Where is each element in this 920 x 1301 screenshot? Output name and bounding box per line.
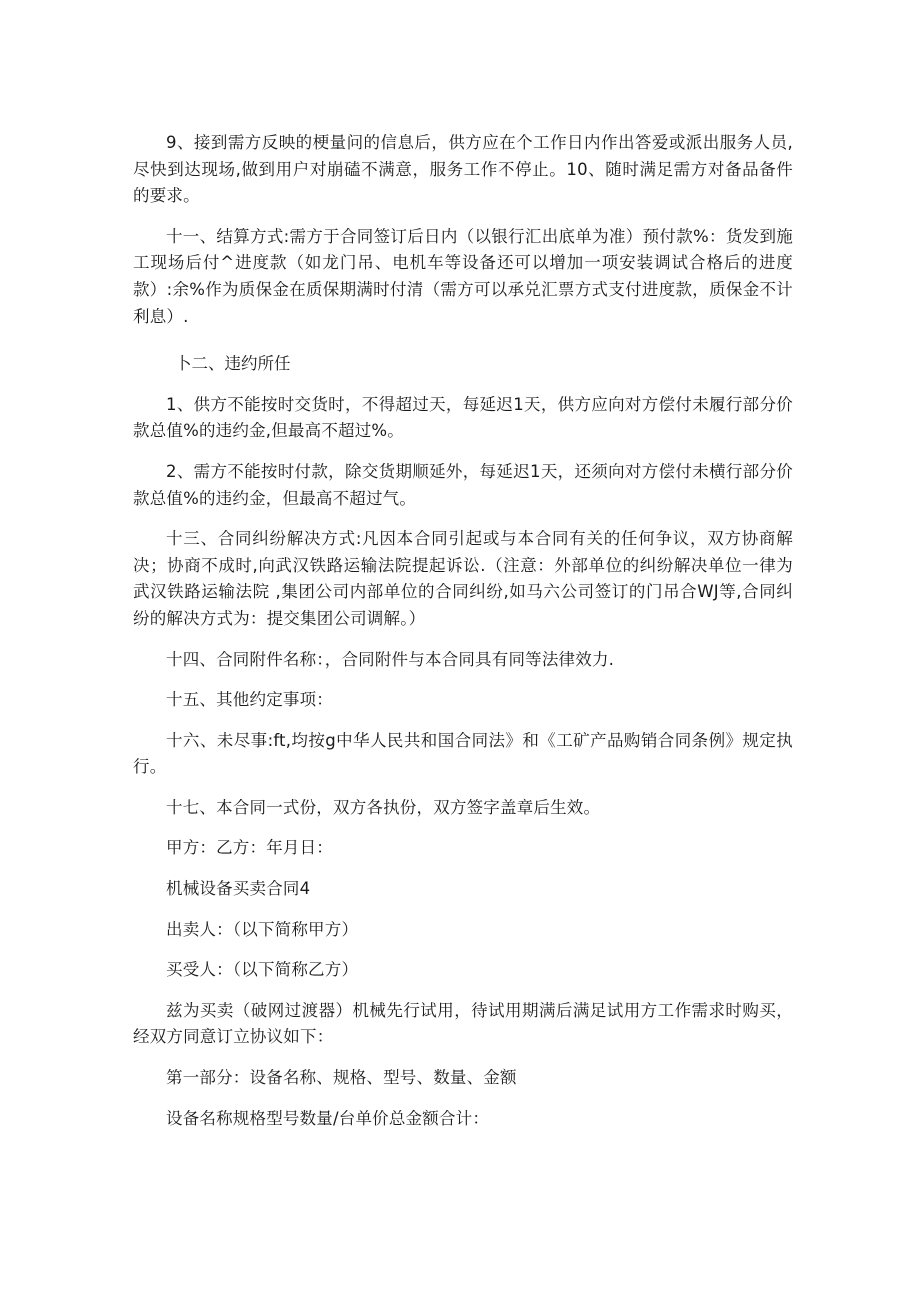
paragraph-buyer: 买受人：（以下简称乙方） <box>166 960 359 980</box>
paragraph-service-response: 9、接到需方反映的梗量问的信息后，供方应在个工作日内作出答爱或派出服务人员,尽快到达现场,做到用户对崩磕不满意，服务工作不停止。10、随时满足需方对备品备件的要求。 <box>133 133 793 206</box>
document-body <box>133 130 793 1132</box>
paragraph-other-matters: 十五、其他约定事项： <box>166 690 333 710</box>
paragraph-copies: 十七、本合同一式份，双方各执份，双方签字盖章后生效。 <box>166 797 601 817</box>
paragraph-settlement: 十一、结算方式:需方于合同签订后日内（以银行汇出底单为准）预付款%：货发到施工现场后付^进度款（如龙门吊、电机车等设备还可以增加一项安装调试合格后的进度款）:余%作为质保金在质保期满时付清（需方可以承兑汇票方式支付进度款，质保金不计利息）. <box>133 226 793 326</box>
paragraph-part-one: 第一部分：设备名称、规格、型号、数量、金额 <box>166 1068 517 1088</box>
paragraph-supplier-delay: 1、供方不能按时交货时，不得超过天，每延迟1天，供方应向对方偿付未履行部分价款总值%的违约金,但最高不超过%。 <box>133 394 793 441</box>
paragraph-seller: 出卖人：（以下简称甲方） <box>166 919 359 939</box>
paragraph-trial-agreement: 兹为买卖（破网过渡器）机械先行试用，待试用期满后满足试用方工作需求时购买，经双方同意订立协议如下： <box>133 1000 793 1047</box>
contract-title: 机械设备买卖合同4 <box>166 879 311 899</box>
paragraph-equipment-list: 设备名称规格型号数量/台单价总金额合计： <box>166 1108 490 1128</box>
section-heading-breach: 卜二、违约所任 <box>175 354 291 374</box>
paragraph-dispute-resolution: 十三、合同纠纷解决方式:凡因本合同引起或与本合同有关的任何争议，双方协商解决；协商不成时,向武汉铁路运输法院提起诉讼.（注意：外部单位的纠纷解决单位一律为武汉铁路运输法院 ,集团公司内部单位的合同纠纷,如马六公司签订的门吊合WJ等,合同纠纷的解决方式为：提交集团公司调解。） <box>133 529 793 628</box>
paragraph-signatures: 甲方：乙方：年月日： <box>166 838 333 858</box>
paragraph-attachments: 十四、合同附件名称：，合同附件与本合同具有同等法律效力. <box>166 649 615 669</box>
paragraph-unresolved-matters: 十六、未尽事:ft,均按g中华人民共和国合同法》和《工矿产品购销合同条例》规定执行。 <box>133 730 793 777</box>
paragraph-buyer-delay: 2、需方不能按时付款，除交货期顺延外，每延迟1天，还须向对方偿付未横行部分价款总值%的违约金，但最高不超过气。 <box>133 461 793 508</box>
